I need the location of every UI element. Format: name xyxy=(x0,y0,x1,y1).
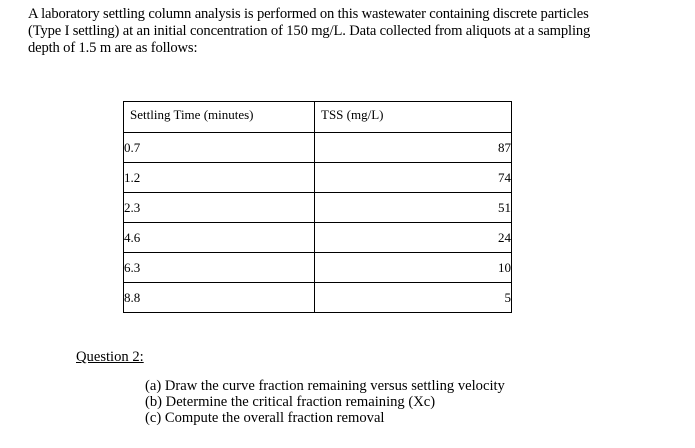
task-item-c: (c) Compute the overall fraction removal xyxy=(145,410,385,426)
task-item-a: (a) Draw the curve fraction remaining versus settling velocity xyxy=(145,378,505,394)
table-row xyxy=(124,193,512,223)
tss-cell: 51 xyxy=(315,193,512,223)
question-label: Question 2: xyxy=(76,349,144,365)
table-row xyxy=(124,163,512,193)
settling-time-cell: 0.7 xyxy=(124,133,315,163)
settling-time-cell: 1.2 xyxy=(124,163,315,193)
table-row xyxy=(124,253,512,283)
tss-cell: 87 xyxy=(315,133,512,163)
settling-time-cell: 8.8 xyxy=(124,283,315,313)
settling-time-cell: 4.6 xyxy=(124,223,315,253)
table-row xyxy=(124,223,512,253)
header-settling-time: Settling Time (minutes) xyxy=(124,102,315,133)
tss-cell: 24 xyxy=(315,223,512,253)
settling-time-cell: 6.3 xyxy=(124,253,315,283)
question-tasks xyxy=(145,378,505,426)
table-row xyxy=(124,283,512,313)
tss-cell: 5 xyxy=(315,283,512,313)
table-row xyxy=(124,133,512,163)
tss-cell: 10 xyxy=(315,253,512,283)
problem-line-2: (Type I settling) at an initial concentration of 150 mg/L. Data collected from aliquots at a sampling xyxy=(28,23,591,39)
table-header-row xyxy=(124,102,512,133)
problem-line-3: depth of 1.5 m are as follows: xyxy=(28,40,198,56)
problem-line-1: A laboratory settling column analysis is performed on this wastewater containing discrete particles xyxy=(28,6,589,22)
tss-cell: 74 xyxy=(315,163,512,193)
problem-statement xyxy=(28,6,678,57)
header-tss: TSS (mg/L) xyxy=(315,102,512,133)
settling-time-cell: 2.3 xyxy=(124,193,315,223)
settling-data-table xyxy=(123,101,512,313)
task-item-b: (b) Determine the critical fraction remaining (Xc) xyxy=(145,394,436,410)
